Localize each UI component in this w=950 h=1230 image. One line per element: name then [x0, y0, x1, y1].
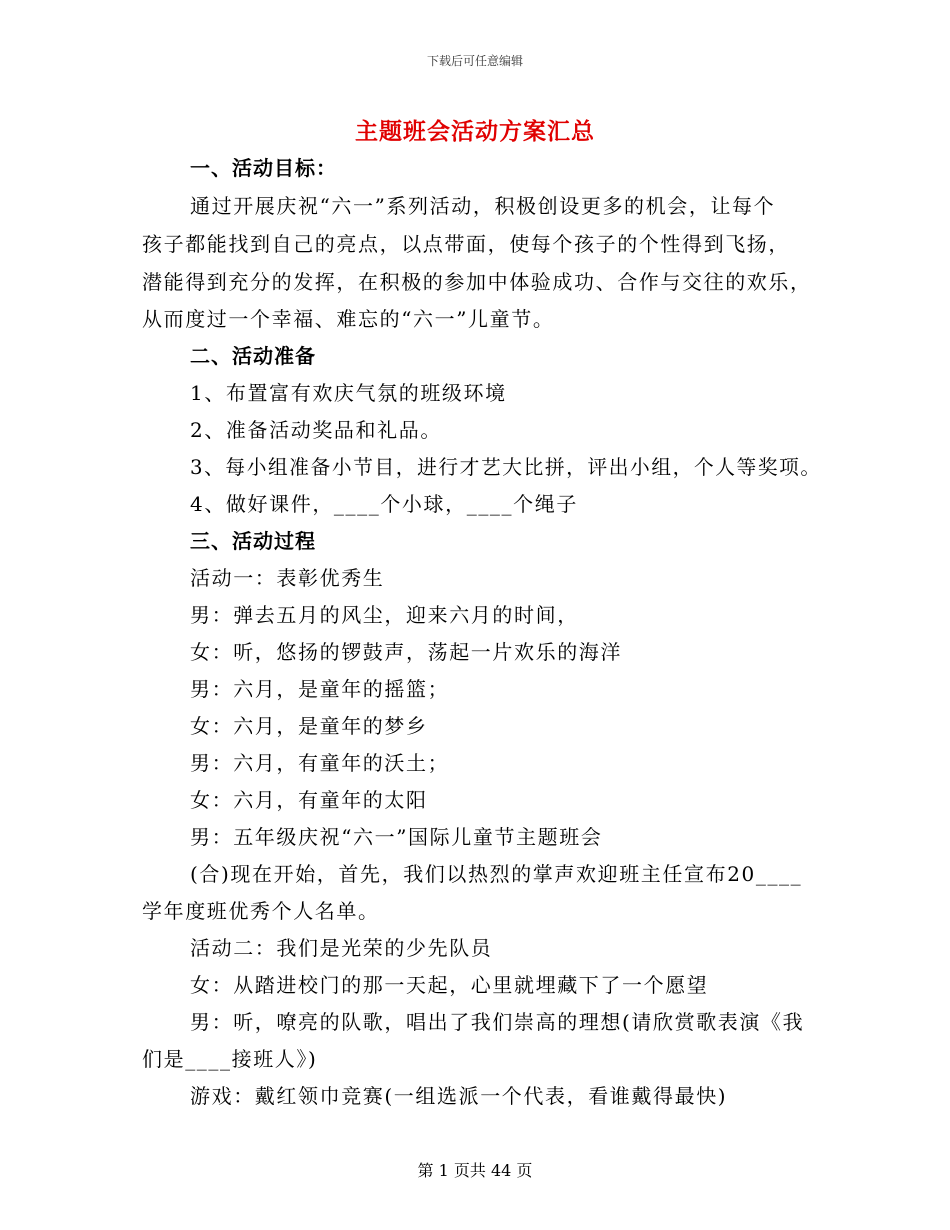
document-title: 主题班会活动方案汇总 — [355, 118, 595, 145]
section-heading-goals: 一、活动目标： — [190, 156, 337, 180]
dialogue-line: 女：六月，有童年的太阳 — [190, 788, 428, 812]
dialogue-line: 学年度班优秀个人名单。 — [142, 899, 380, 923]
dialogue-line: 女：六月，是童年的梦乡 — [190, 714, 428, 738]
page-header: 下载后可任意编辑 — [426, 54, 523, 68]
dialogue-line: (合)现在开始，首先，我们以热烈的掌声欢迎班主任宣布20____ — [190, 862, 803, 886]
list-item: 3、每小组准备小节目，进行才艺大比拼，评出小组，个人等奖项。 — [190, 455, 822, 479]
list-item: 2、准备活动奖品和礼品。 — [190, 418, 442, 442]
paragraph-line: 从而度过一个幸福、难忘的“六一”儿童节。 — [142, 307, 555, 331]
section-heading-process: 三、活动过程 — [190, 529, 316, 553]
section-heading-preparation: 二、活动准备 — [190, 344, 316, 368]
game-line: 游戏：戴红领巾竞赛(一组选派一个代表，看谁戴得最快) — [190, 1084, 728, 1108]
dialogue-line: 男：六月，是童年的摇篮； — [190, 677, 450, 701]
dialogue-line: 男：听，嘹亮的队歌，唱出了我们崇高的理想(请欣赏歌表演《我 — [190, 1010, 805, 1034]
dialogue-line: 们是____接班人》) — [142, 1047, 318, 1071]
activity-heading: 活动二：我们是光荣的少先队员 — [190, 936, 493, 960]
page-footer: 第 1 页共 44 页 — [417, 1161, 533, 1180]
dialogue-line: 女：听，悠扬的锣鼓声，荡起一片欢乐的海洋 — [190, 640, 622, 664]
dialogue-line: 男：五年级庆祝“六一”国际儿童节主题班会 — [190, 825, 603, 849]
paragraph-line: 通过开展庆祝“六一”系列活动，积极创设更多的机会，让每个 — [190, 194, 776, 218]
paragraph-line: 潜能得到充分的发挥，在积极的参加中体验成功、合作与交往的欢乐， — [142, 270, 812, 294]
dialogue-line: 男：弹去五月的风尘，迎来六月的时间， — [190, 603, 579, 627]
list-item: 4、做好课件，____个小球，____个绳子 — [190, 492, 578, 516]
list-item: 1、布置富有欢庆气氛的班级环境 — [190, 381, 507, 405]
paragraph-line: 孩子都能找到自己的亮点，以点带面，使每个孩子的个性得到飞扬， — [142, 232, 790, 256]
dialogue-line: 男：六月，有童年的沃土； — [190, 751, 450, 775]
dialogue-line: 女：从踏进校门的那一天起，心里就埋藏下了一个愿望 — [190, 973, 709, 997]
activity-heading: 活动一：表彰优秀生 — [190, 566, 385, 590]
